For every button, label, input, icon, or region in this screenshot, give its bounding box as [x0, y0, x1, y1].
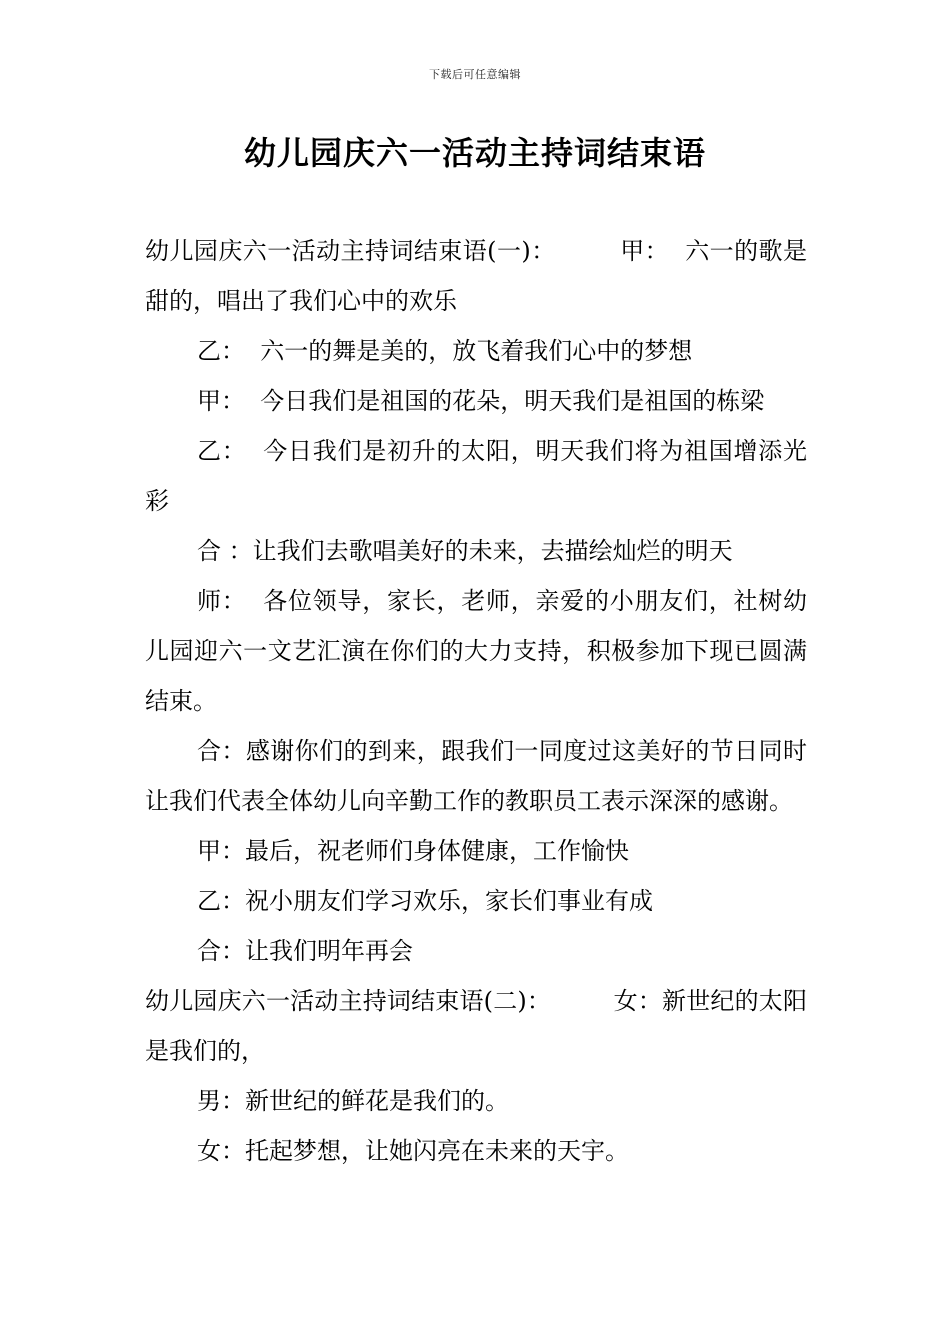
- paragraph-5: 合 ：让我们去歌唱美好的未来，去描绘灿烂的明天: [197, 537, 733, 565]
- paragraph-2: 乙： 六一的舞是美的，放飞着我们心中的梦想: [197, 337, 693, 365]
- paragraph-8: 甲：最后，祝老师们身体健康，工作愉快: [197, 837, 629, 865]
- paragraph-3: 甲： 今日我们是祖国的花朵，明天我们是祖国的栋梁: [197, 387, 765, 415]
- paragraph-13: 女：托起梦想，让她闪亮在未来的天宇。: [197, 1137, 629, 1165]
- paragraph-1: 幼儿园庆六一活动主持词结束语(一)： 甲： 六一的歌是甜的，唱出了我们心中的欢乐: [145, 237, 807, 315]
- paragraph-10: 合：让我们明年再会: [197, 937, 413, 965]
- paragraph-12: 男：新世纪的鲜花是我们的。: [197, 1087, 509, 1115]
- paragraph-9: 乙：祝小朋友们学习欢乐，家长们事业有成: [197, 887, 653, 915]
- paragraph-4: 乙： 今日我们是初升的太阳，明天我们将为祖国增添光彩: [145, 437, 807, 515]
- document-body: [145, 226, 807, 1176]
- paragraph-6: 师： 各位领导，家长，老师，亲爱的小朋友们，社树幼儿园迎六一文艺汇演在你们的大力支持，积极参加下现已圆满结束。: [145, 587, 807, 715]
- header-note: 下载后可任意编辑: [429, 68, 521, 81]
- paragraph-11: 幼儿园庆六一活动主持词结束语(二)： 女：新世纪的太阳是我们的，: [145, 987, 807, 1065]
- document-title: 幼儿园庆六一活动主持词结束语: [243, 134, 706, 172]
- paragraph-7: 合：感谢你们的到来，跟我们一同度过这美好的节日同时让我们代表全体幼儿向辛勤工作的教职员工表示深深的感谢。: [145, 737, 807, 815]
